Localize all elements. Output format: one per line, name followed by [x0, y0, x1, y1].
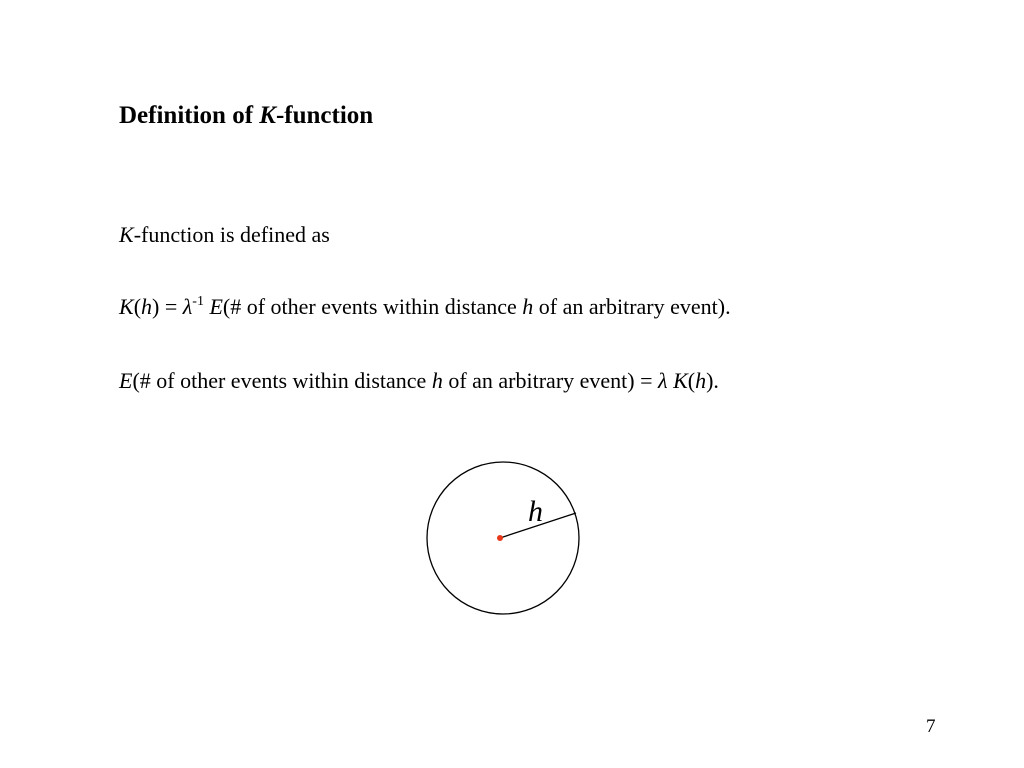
eq1-k: K	[119, 294, 134, 319]
radius-label: h	[528, 495, 543, 528]
eq1-tail: of an arbitrary event).	[533, 294, 731, 319]
eq2-open: (	[687, 368, 696, 393]
eq1-exponent: -1	[192, 294, 204, 309]
slide-title	[119, 102, 373, 130]
eq2-dist-h: h	[431, 368, 443, 393]
eq1-h: h	[141, 294, 153, 319]
eq2-body: (# of other events within distance	[132, 368, 432, 393]
title-prefix: Definition of	[119, 102, 260, 129]
intro-body: -function is defined as	[133, 222, 330, 247]
radius-diagram	[420, 456, 590, 622]
eq1-e: E	[209, 294, 223, 319]
equation-expectation	[119, 368, 719, 394]
eq2-h: h	[695, 368, 707, 393]
center-event-dot	[497, 535, 503, 541]
eq2-mid: of an arbitrary event) =	[442, 368, 659, 393]
intro-variable-k: K	[119, 222, 134, 247]
eq2-k: K	[673, 368, 688, 393]
eq2-e: E	[119, 368, 133, 393]
title-variable-k: K	[259, 102, 276, 129]
eq2-lambda: λ	[658, 368, 668, 393]
eq2-close: ).	[706, 368, 719, 393]
eq1-body: (# of other events within distance	[222, 294, 523, 319]
equation-k-definition	[119, 294, 731, 320]
eq1-close-equals: ) =	[152, 294, 183, 319]
eq1-lambda: λ	[182, 294, 193, 319]
eq1-dist-h: h	[522, 294, 534, 319]
title-suffix: -function	[275, 102, 374, 129]
page-number: 7	[926, 716, 936, 737]
eq1-open: (	[133, 294, 142, 319]
intro-text	[119, 222, 330, 248]
